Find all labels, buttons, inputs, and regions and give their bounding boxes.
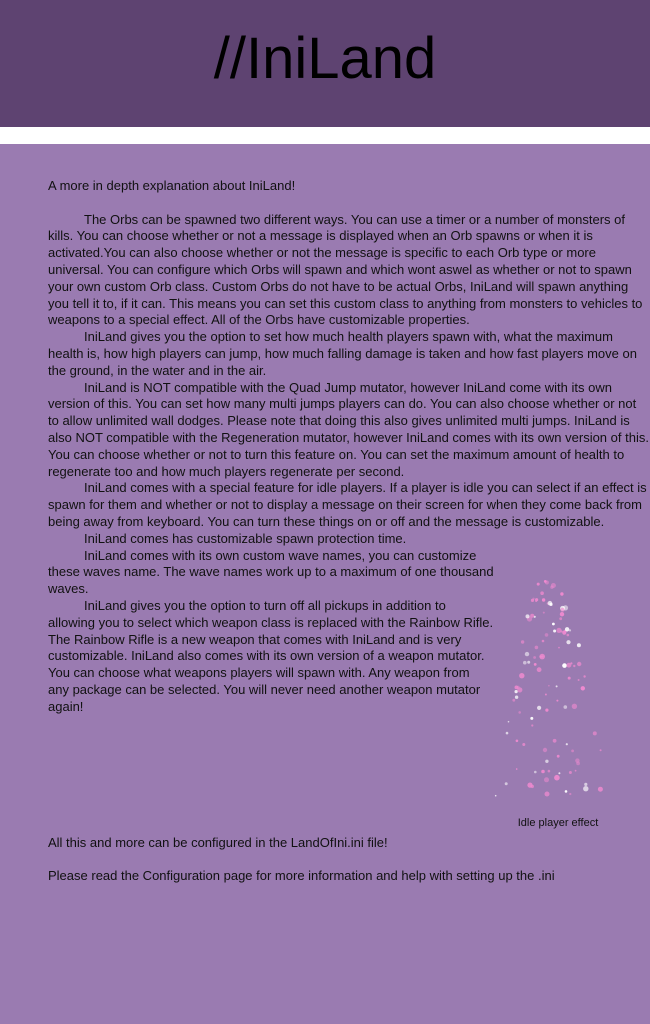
particle [537, 667, 542, 672]
paragraph-pickups-weapons: IniLand gives you the option to turn off all pickups in addition to allowing you to select which weapon class is replaced with the Rainbow Rifle. The Rainbow Rifle is a new weapon that comes with IniLand and is very customizable. IniLand also comes with its own version of a weapon mutator. You can choose what weapons players will spawn with. Any weapon from any package can be selected. You will never need another weapon mutator again! [48, 597, 494, 714]
particle [540, 591, 544, 595]
particle [521, 640, 524, 643]
idle-player-effect-image [492, 576, 632, 806]
particle [548, 770, 551, 773]
particle [515, 690, 518, 693]
particle [545, 760, 548, 763]
particle [569, 793, 571, 795]
particle [543, 748, 547, 752]
particle [578, 679, 580, 681]
particle [542, 640, 545, 643]
particle [593, 731, 597, 735]
content-panel [0, 144, 650, 1024]
paragraph-wave-names: IniLand comes with its own custom wave names, you can customize these waves name. The wave names work up to a maximum of one thousand waves. [48, 547, 494, 597]
particle [516, 740, 519, 743]
paragraph-orbs: The Orbs can be spawned two different ways. You can use a timer or a number of monsters of kills. You can choose whether or not a message is displayed when an Orb spawns or when it is activated.You can also choose whether or not the message is specific to each Orb type or more universal. You can configure which Orbs will spawn and which wont aswel as whether or not to spawn your own custom Orb class. Custom Orbs do not have to be actual Orbs, IniLand will spawn anything you tell it to, if it can. This means you can set this custom class to anything from monsters to vehicles to weapons to a special effect. All of the Orbs have customizable properties. [48, 211, 643, 328]
particle [556, 628, 561, 633]
outro-read-config: Please read the Configuration page for more information and help with setting up the .ini [48, 868, 555, 884]
site-header [0, 0, 650, 127]
particle [530, 717, 533, 720]
particle [542, 598, 545, 601]
particle [523, 661, 527, 665]
particle [554, 775, 560, 781]
particle [561, 608, 565, 612]
particle [575, 770, 577, 772]
particle [556, 700, 558, 702]
paragraph-spawn-protection: IniLand comes has customizable spawn protection time. [84, 530, 407, 546]
particle [544, 777, 549, 782]
particle [534, 663, 537, 666]
particle [545, 633, 549, 637]
particle [548, 601, 553, 606]
particle [581, 686, 585, 690]
particle [495, 795, 497, 797]
paragraph-jumps-regen: IniLand is NOT compatible with the Quad Jump mutator, however IniLand come with its own version of this. You can set how many multi jumps players can do. You can also choose whether or not to allow unlimited wall dodges. Please note that doing this also gives unlimited multi jumps. IniLand is also NOT compatible with the Regeneration mutator, however IniLand comes with its own version of this. You can choose whether or not to turn this feature on. You can set the maximum amount of health to regenerate too and how much players regenerate per second. [48, 379, 649, 479]
particle [600, 749, 602, 751]
particle [566, 640, 570, 644]
particle [527, 661, 530, 664]
particle [535, 646, 539, 650]
particle [572, 704, 577, 709]
particle [567, 634, 570, 637]
particle [537, 583, 540, 586]
particle [518, 711, 521, 714]
particle [577, 643, 581, 647]
particle [598, 787, 603, 792]
particle [531, 724, 533, 726]
particle [539, 654, 545, 660]
particle-effect-icon [492, 576, 632, 806]
particle [575, 758, 579, 762]
particle [571, 750, 574, 753]
particle [545, 792, 550, 797]
figure-caption: Idle player effect [517, 817, 599, 829]
particle [577, 662, 581, 666]
paragraph-health: IniLand gives you the option to set how much health players spawn with, what the maximum health is, how high players can jump, how much falling damage is taken and how fast players move on the ground, in the water and in the air. [48, 329, 637, 378]
particle [525, 652, 529, 656]
particle [560, 612, 564, 616]
page-title: //IniLand [213, 26, 437, 91]
particle [545, 694, 547, 696]
particle [534, 771, 537, 774]
particle [553, 739, 557, 743]
particle [569, 771, 572, 774]
particle [557, 755, 560, 758]
particle [516, 768, 518, 770]
particle [560, 592, 563, 595]
particle [515, 696, 518, 699]
particle [559, 617, 562, 620]
particle [556, 685, 558, 687]
particle [535, 600, 537, 602]
particle [583, 675, 585, 677]
outro-configure: All this and more can be configured in the LandOfIni.ini file! [48, 834, 388, 850]
particle [522, 743, 525, 746]
particle [550, 586, 553, 589]
particle [545, 709, 548, 712]
particle [564, 705, 568, 709]
particle [530, 614, 534, 618]
particle [527, 783, 532, 788]
particle [515, 686, 519, 690]
particle [558, 772, 560, 774]
particle [553, 630, 556, 633]
particle [505, 782, 508, 785]
particle [543, 612, 545, 614]
particle [584, 783, 587, 786]
particle [537, 706, 541, 710]
particle [508, 721, 510, 723]
particle [532, 598, 534, 600]
particle [533, 656, 536, 659]
paragraph-idle: IniLand comes with a special feature for idle players. If a player is idle you can select if an effect is spawn for them and whether or not to display a message on their screen for when they come back from being away from keyboard. You can turn these things on or off and the message is customizable. [48, 480, 647, 529]
particle [573, 665, 575, 667]
particle [558, 647, 560, 649]
particle [512, 699, 515, 702]
particle [562, 663, 567, 668]
intro-text: A more in depth explanation about IniLand! [48, 178, 296, 193]
particle [526, 614, 530, 618]
particle [565, 627, 569, 631]
particle [583, 786, 588, 791]
particle [548, 685, 550, 687]
particle [568, 677, 571, 680]
particle [519, 673, 524, 678]
particle [565, 790, 568, 793]
particle [570, 662, 572, 664]
particle [544, 580, 547, 583]
particle [566, 743, 568, 745]
particle [506, 732, 509, 735]
particle [552, 623, 555, 626]
particle [541, 770, 545, 774]
particle [562, 631, 566, 635]
